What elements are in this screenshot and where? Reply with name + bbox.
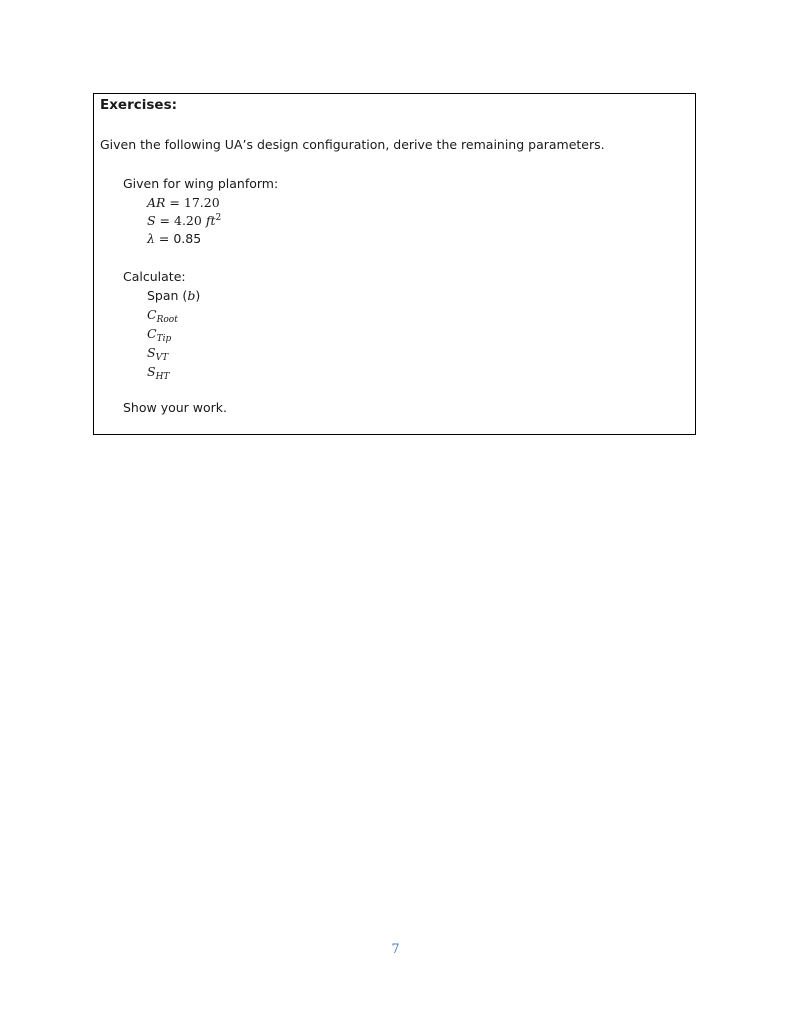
s-unit: ft [205, 213, 216, 228]
sht-symbol: S [147, 364, 156, 379]
exercise-title: Exercises: [100, 97, 177, 113]
ar-value: 17.20 [183, 195, 220, 210]
lambda-equals: = [154, 231, 174, 246]
given-taper-ratio [147, 231, 201, 246]
lambda-value: 0.85 [173, 231, 202, 246]
calc-vertical-tail-area [147, 345, 169, 363]
ctip-subscript: Tip [156, 334, 172, 344]
span-symbol: b [187, 288, 196, 303]
calculate-heading: Calculate: [123, 269, 186, 284]
ar-symbol: AR [147, 195, 166, 210]
span-close: ) [195, 288, 201, 303]
croot-subscript: Root [156, 315, 178, 325]
calc-span [147, 288, 200, 303]
given-wing-area [147, 213, 221, 228]
page-number: 7 [391, 942, 400, 957]
s-equals: = [155, 213, 174, 228]
ctip-symbol: C [147, 326, 157, 341]
calc-root-chord [147, 307, 178, 325]
svt-subscript: VT [155, 353, 169, 363]
croot-symbol: C [147, 307, 157, 322]
given-aspect-ratio [147, 195, 220, 210]
given-heading: Given for wing planform: [123, 176, 279, 191]
span-label: Span ( [147, 288, 188, 303]
ar-equals: = [165, 195, 184, 210]
lambda-symbol: λ [147, 231, 155, 246]
sht-subscript: HT [155, 372, 170, 382]
s-symbol: S [147, 213, 156, 228]
s-value: 4.20 [174, 213, 202, 228]
exercise-intro: Given the following UA’s design configuration, derive the remaining parameters. [100, 137, 605, 152]
calc-tip-chord [147, 326, 172, 344]
s-exponent: 2 [215, 213, 222, 223]
show-work-note: Show your work. [123, 400, 228, 415]
svt-symbol: S [147, 345, 156, 360]
exercise-box [93, 93, 696, 435]
calc-horizontal-tail-area [147, 364, 170, 382]
